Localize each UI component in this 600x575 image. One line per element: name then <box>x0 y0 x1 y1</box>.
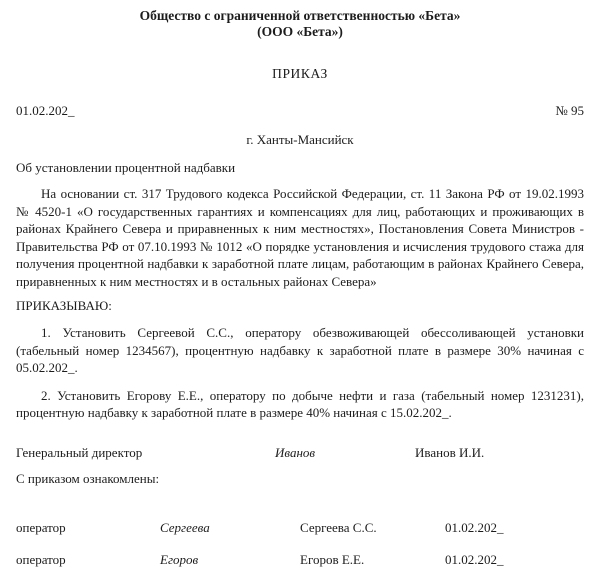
ack-position: оператор <box>16 519 66 535</box>
city-line: г. Ханты-Мансийск <box>246 132 354 147</box>
director-handwritten-signature: Иванов <box>275 444 316 460</box>
ack-name: Сергеева С.С. <box>300 519 377 535</box>
acknowledgement-label: С приказом ознакомлены: <box>16 470 160 486</box>
ack-handwritten-signature: Егоров <box>160 551 199 567</box>
ack-date: 01.02.202_ <box>445 519 504 535</box>
director-position: Генеральный директор <box>16 444 143 460</box>
preamble-paragraph: На основании ст. 317 Трудового кодекса Российской Федерации, ст. 11 Закона РФ от 19.02.1993 № 4520-1 «О государственных гарантиях и компенсациях для лиц, работающих и проживающих в районах Крайнего Севера и приравненных к ним местностях», Постановления Совета Министров - Правительства РФ от 07.10.1993 № 1012 «О порядке установления и исчисления трудового стажа для получения процентной надбавки к заработной плате лицам, работающим в районах Крайнего Севера, приравненных к ним местностях и в остальных районах Севера» <box>16 186 584 289</box>
director-signature-row <box>16 445 584 461</box>
date-number-row <box>16 103 584 119</box>
acknowledgement-row-2 <box>16 552 584 568</box>
document-type-title: ПРИКАЗ <box>272 66 328 81</box>
order-number: № 95 <box>555 103 584 118</box>
acknowledgement-row-1 <box>16 520 584 536</box>
order-date: 01.02.202_ <box>16 103 75 118</box>
ack-name: Егоров Е.Е. <box>300 551 365 567</box>
company-name-full: Общество с ограниченной ответственностью «Бета» <box>139 8 461 23</box>
company-name <box>16 8 584 40</box>
ack-position: оператор <box>16 551 66 567</box>
order-item-2: 2. Установить Егорову Е.Е., оператору по добыче нефти и газа (табельный номер 1231231), процентную надбавку к заработной плате в размере 40% начиная с 15.02.202_. <box>16 387 584 420</box>
order-resolution-word: ПРИКАЗЫВАЮ: <box>16 298 112 313</box>
company-name-short: (ООО «Бета») <box>257 24 343 39</box>
ack-date: 01.02.202_ <box>445 551 504 567</box>
order-item-1: 1. Установить Сергеевой С.С., оператору обезвоживающей обессоливающей установки (табельный номер 1234567), процентную надбавку к заработной плате в размере 30% начиная с 05.02.202_. <box>16 325 584 375</box>
subject-line: Об установлении процентной надбавки <box>16 160 236 175</box>
director-name: Иванов И.И. <box>415 444 485 460</box>
ack-handwritten-signature: Сергеева <box>160 519 210 535</box>
